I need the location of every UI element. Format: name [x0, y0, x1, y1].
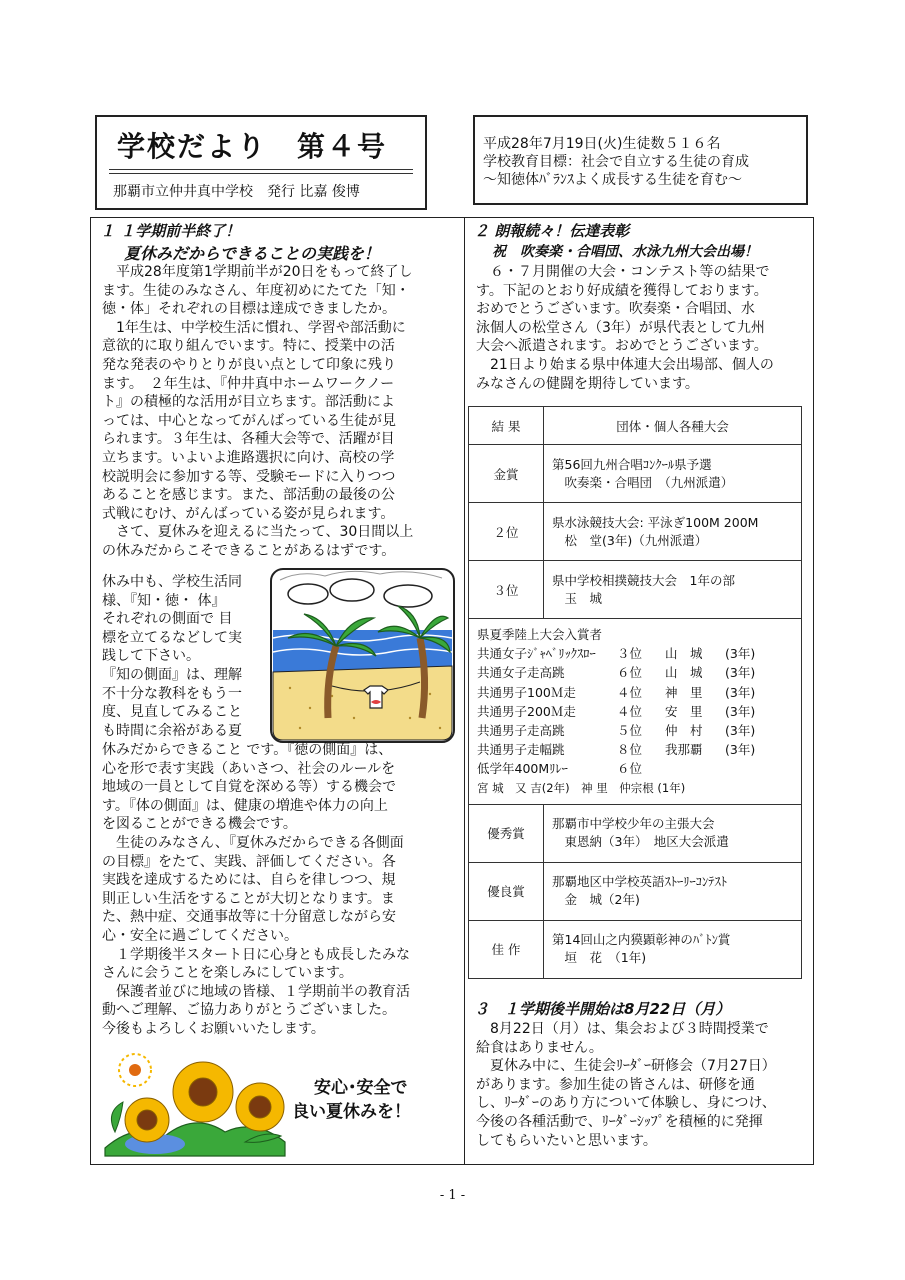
text-line: 『知の側面』は、理解: [102, 666, 242, 683]
slogan-line: 良い夏休みを！: [292, 1102, 411, 1122]
text-line: 今後の各種活動で、ﾘｰﾀﾞｰｼｯﾌﾟを積極的に発揮: [476, 1113, 763, 1130]
text-line: 生徒のみなさん、『夏休みだからできる各側面: [102, 834, 404, 851]
text-line: 休みだからできること です。『徳の側面』は、: [102, 742, 393, 758]
result-cell: 佳 作: [469, 920, 544, 978]
table-row: [469, 561, 802, 619]
text-line: みなさんの健闘を期待しています。: [476, 375, 699, 392]
text-line: 則正しい生活をすることが大切となります。ま: [102, 890, 395, 907]
table-header-row: [469, 407, 802, 445]
event-line: 第14回山之内獏顕彰神のﾊﾞﾄﾝ賞: [552, 932, 731, 948]
text-line: さて、夏休みを迎えるに当たって、30日間以上: [102, 524, 414, 541]
section1-heading: １ １学期前半終了！: [100, 222, 241, 240]
event-line: 松 堂(3年)（九州派遣）: [552, 532, 708, 548]
section2-heading: ２ 朗報続々！伝達表彰: [474, 222, 630, 240]
result-cell: ３位: [469, 561, 544, 619]
title-box: [95, 115, 427, 210]
event-line: 金 城（2年): [552, 892, 640, 908]
text-line: 大会へ派遣されます。おめでとうございます。: [476, 338, 768, 355]
text-line: それぞれの側面で 目: [102, 611, 233, 628]
text-line: 21日より始まる県中体連大会出場部、個人の: [476, 356, 774, 373]
table-row: [469, 804, 802, 862]
track-entry: 共通男子走高跳 ５位 仲 村 (3年): [477, 723, 756, 739]
section3-text: [476, 1020, 776, 1150]
event-line: 東恩納（3年） 地区大会派遣: [552, 834, 729, 850]
header-result: 結 果: [469, 407, 544, 445]
text-line: 8月22日（月）は、集会および３時間授業で: [476, 1021, 769, 1037]
result-cell: ２位: [469, 503, 544, 561]
slogan: [292, 1076, 411, 1124]
event-line: 県中学校相撲競技大会 1年の部: [552, 572, 735, 588]
event-line: 吹奏楽・合唱団 （九州派遣）: [552, 474, 734, 490]
text-line: があります。参加生徒の皆さんは、研修を通: [476, 1076, 755, 1093]
text-line: 今後もよろしくお願いいたします。: [102, 1020, 325, 1037]
text-line: も時間に余裕がある夏: [102, 722, 242, 739]
text-line: 1年生は、中学校生活に慣れ、学習や部活動に: [102, 319, 406, 336]
text-line: を図ることができる機会です。: [102, 816, 297, 833]
section3-heading: ３ １学期後半開始は8月22日（月）: [474, 1000, 731, 1018]
table-row: [469, 445, 802, 503]
track-entry: 低学年400Mﾘﾚｰ ６位: [477, 761, 643, 777]
text-line: た、熱中症、交通事故等に十分留意しながら安: [102, 909, 396, 926]
text-line: っては、中心となってがんばっている生徒が見: [102, 412, 396, 429]
publisher-line: 那覇市立仲井真中学校 発行 比嘉 俊博: [113, 184, 360, 200]
text-line: の休みだからこそできることがあるはずです。: [102, 542, 396, 559]
text-line: あることを感じます。また、部活動の最後の公: [102, 487, 395, 504]
track-entry: 共通男子200Ｍ走 ４位 安 里 (3年): [477, 703, 756, 719]
event-line: 那覇地区中学校英語ｽﾄｰﾘｰｺﾝﾃｽﾄ: [552, 874, 728, 890]
section2-subheading: 祝 吹奏楽・合唱団、水泳九州大会出場！: [492, 244, 758, 260]
title-rule: [109, 173, 413, 174]
event-cell: [544, 862, 802, 920]
text-line: 式戦にむけ、がんばっている姿が見られます。: [102, 505, 395, 522]
text-line: してもらいたいと思います。: [476, 1132, 657, 1149]
text-line: 標を立てるなどして実: [102, 629, 242, 646]
info-box: [473, 115, 808, 205]
text-line: 実践を達成するためには、自らを律しつつ、規: [102, 872, 396, 889]
text-line: １学期後半スタート日に心身とも成長したみな: [102, 946, 410, 963]
event-cell: [544, 920, 802, 978]
track-entry: 共通男子走幅跳 ８位 我那覇 (3年): [477, 742, 756, 758]
result-cell: 優良賞: [469, 862, 544, 920]
event-cell: [544, 445, 802, 503]
event-line: 県水泳競技大会: 平泳ぎ100M 200M: [552, 514, 759, 530]
slogan-line: 安心･安全で: [314, 1078, 408, 1098]
text-line: 心を形で表す実践（あいさつ、社会のルールを: [102, 760, 396, 777]
text-line: 地域の一員として自覚を深める等）する機会で: [102, 779, 396, 796]
text-line: さんに会うことを楽しみにしています。: [102, 965, 353, 982]
sunflower-illustration: [95, 1052, 290, 1157]
beach-palm-illustration: [270, 568, 455, 743]
text-line: 休み中も、学校生活同: [102, 574, 242, 590]
text-line: 不十分な教科をもう一: [102, 685, 242, 702]
text-line: 泳個人の松堂さん（3年）が県代表として九州: [476, 319, 765, 336]
text-line: られます。３年生は、各種大会等で、活躍が目: [102, 431, 395, 448]
text-line: 践して下さい。: [102, 648, 200, 665]
section1-text-side: [102, 573, 242, 740]
date-enrollment: 平成28年7月19日(火)生徒数５１６名: [483, 136, 721, 152]
text-line: 立ちます。いよいよ進路選択に向け、高校の学: [102, 449, 395, 466]
track-entry: 共通男子100Ｍ走 ４位 神 里 (3年): [477, 684, 756, 700]
section1-subheading: 夏休みだからできることの実践を！: [124, 244, 380, 263]
track-entry: 共通女子走高跳 ６位 山 城 (3年): [477, 665, 756, 681]
track-entry: 共通女子ｼﾞｬﾍﾞﾘｯｸｽﾛｰ ３位 山 城 (3年): [477, 646, 756, 662]
column-divider: [464, 217, 465, 1165]
text-line: ます。 ２年生は、『仲井真中ホームワークノー: [102, 375, 395, 392]
text-line: す。下記のとおり好成績を獲得しております。: [476, 282, 768, 299]
table-row: [469, 862, 802, 920]
text-line: 平成28年度第1学期前半が20日をもって終了し: [102, 264, 413, 280]
text-line: す。『体の側面』は、健康の増進や体力の向上: [102, 797, 388, 814]
section1-text-top: [102, 263, 413, 561]
text-line: 度、見直してみること: [102, 704, 242, 721]
text-line: 校説明会に参加する等、受験モードに入りつつ: [102, 468, 396, 485]
result-cell: 金賞: [469, 445, 544, 503]
text-line: の目標』をたて、実践、評価してください。各: [102, 853, 396, 870]
event-line: 那覇市中学校少年の主張大会: [552, 816, 715, 832]
text-line: 意欲的に取り組んでいます。特に、授業中の活: [102, 338, 395, 355]
text-line: 保護者並びに地域の皆様、１学期前半の教育活: [102, 983, 410, 1000]
event-cell: [544, 561, 802, 619]
event-cell: [544, 804, 802, 862]
event-line: 垣 花 （1年): [552, 950, 647, 966]
text-line: 発な発表のやりとりが良い点として印象に残り: [102, 356, 396, 373]
text-line: ます。生徒のみなさん、年度初めにたてた「知・: [102, 282, 410, 299]
education-goal-sub: ～知徳体ﾊﾞﾗﾝｽよく成長する生徒を育む～: [483, 172, 742, 188]
results-table: [468, 406, 802, 979]
text-line: 様、『知・徳・ 体』: [102, 592, 226, 609]
text-line: ト』の積極的な活用が目立ちます。部活動によ: [102, 394, 395, 411]
result-cell: 優秀賞: [469, 804, 544, 862]
track-cell: [469, 619, 802, 805]
title-rule: [109, 169, 413, 170]
header-event: 団体・個人各種大会: [544, 407, 802, 445]
section1-text-bottom: [102, 741, 410, 1039]
track-row: [469, 619, 802, 805]
table-row: [469, 503, 802, 561]
page-number: - 1 -: [439, 1188, 466, 1203]
text-line: 夏休み中に、生徒会ﾘｰﾀﾞｰ研修会（7月27日）: [476, 1058, 776, 1075]
text-line: 給食はありません。: [476, 1039, 603, 1056]
education-goal: 学校教育目標：社会で自立する生徒の育成: [483, 154, 749, 170]
text-line: おめでとうございます。吹奏楽・合唱団、水: [476, 301, 755, 318]
text-line: ６・７月開催の大会・コンテスト等の結果で: [476, 264, 770, 280]
section2-text: [476, 263, 774, 393]
event-line: 玉 城: [552, 590, 603, 606]
event-cell: [544, 503, 802, 561]
text-line: 心・安全に過ごしてください。: [102, 927, 298, 944]
text-line: し、ﾘｰﾀﾞｰのあり方について体験し、身につけ、: [476, 1095, 776, 1112]
table-row: [469, 920, 802, 978]
track-title: 県夏季陸上大会入賞者: [477, 627, 603, 642]
relay-members: 宮 城 又 吉(2年) 神 里 仲宗根 (1年): [477, 780, 686, 795]
text-line: 動へご理解、ご協力ありがとうございました。: [102, 1002, 396, 1019]
newsletter-title: 学校だより 第４号: [117, 130, 388, 163]
event-line: 第56回九州合唱ｺﾝｸｰﾙ県予選: [552, 456, 712, 472]
text-line: 徳・体」それぞれの目標は達成できましたか。: [102, 301, 396, 318]
